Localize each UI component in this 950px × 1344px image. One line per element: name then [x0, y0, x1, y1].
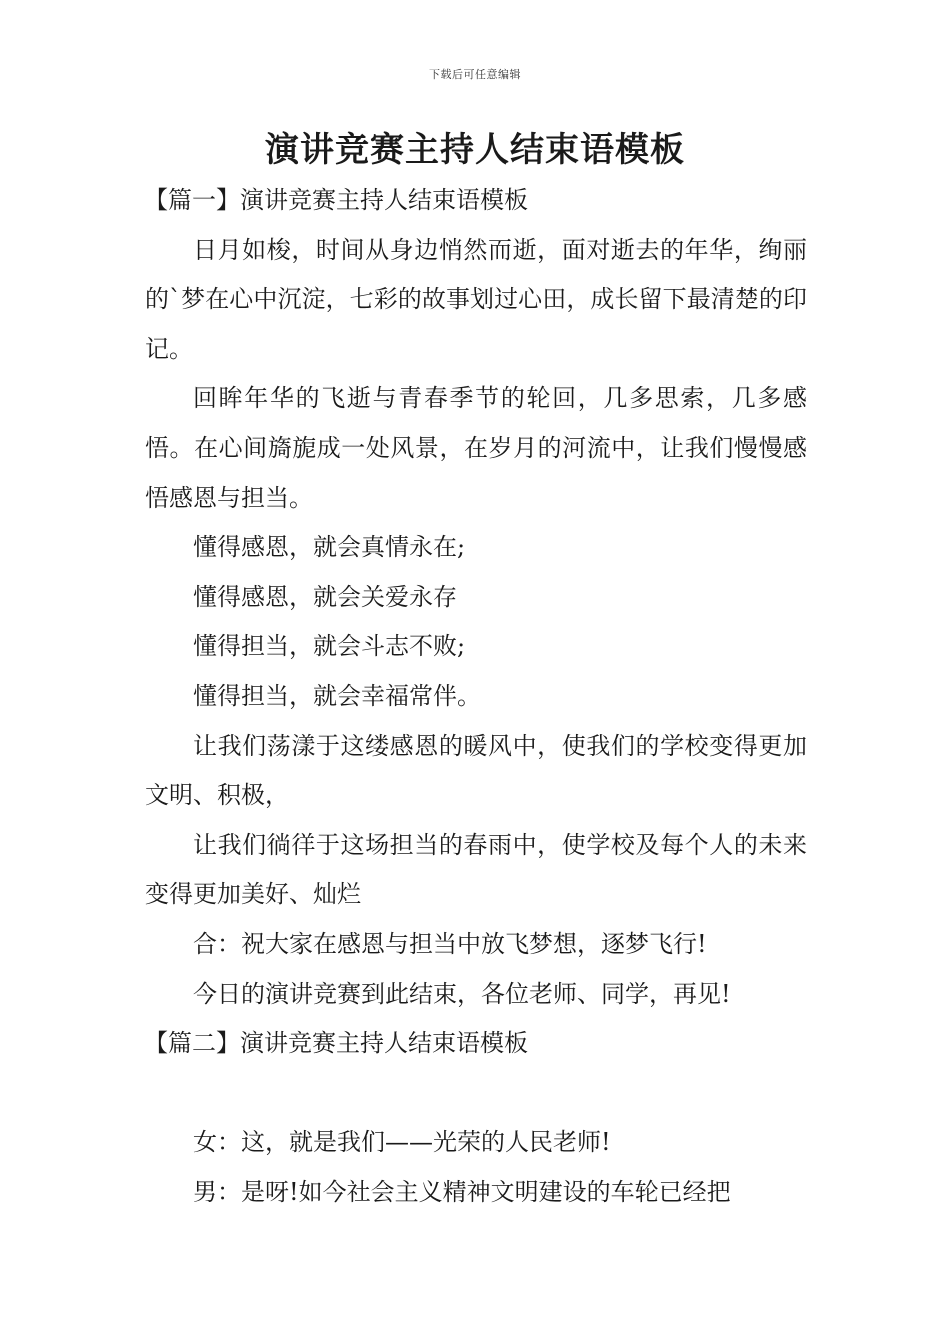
blank-line	[145, 1069, 807, 1119]
section-heading-2: 【篇二】演讲竞赛主持人结束语模板	[144, 1029, 528, 1058]
paragraph: 懂得担当，就会斗志不败;	[193, 632, 466, 661]
header-note: 下载后可任意编辑	[429, 68, 521, 81]
paragraph: 女：这，就是我们——光荣的人民老师!	[193, 1128, 611, 1157]
document-body	[145, 176, 807, 1217]
paragraph: 回眸年华的飞逝与青春季节的轮回，几多思索，几多感悟。在心间旖旎成一处风景，在岁月的河流中，让我们慢慢感悟感恩与担当。	[145, 384, 807, 512]
paragraph: 今日的演讲竞赛到此结束，各位老师、同学，再见!	[193, 979, 731, 1008]
paragraph: 懂得感恩，就会关爱永存	[193, 582, 457, 611]
paragraph: 日月如梭，时间从身边悄然而逝，面对逝去的年华，绚丽的`梦在心中沉淀，七彩的故事划过心田，成长留下最清楚的印记。	[145, 235, 807, 363]
paragraph: 让我们徜徉于这场担当的春雨中，使学校及每个人的未来变得更加美好、灿烂	[145, 830, 807, 909]
paragraph: 男：是呀!如今社会主义精神文明建设的车轮已经把	[193, 1177, 731, 1206]
paragraph: 懂得感恩，就会真情永在;	[193, 533, 466, 562]
document-title: 演讲竞赛主持人结束语模板	[265, 130, 685, 170]
paragraph: 合：祝大家在感恩与担当中放飞梦想，逐梦飞行!	[193, 929, 707, 958]
paragraph: 让我们荡漾于这缕感恩的暖风中，使我们的学校变得更加文明、积极，	[145, 731, 807, 810]
section-heading-1: 【篇一】演讲竞赛主持人结束语模板	[144, 186, 528, 214]
paragraph: 懂得担当，就会幸福常伴。	[193, 681, 481, 710]
